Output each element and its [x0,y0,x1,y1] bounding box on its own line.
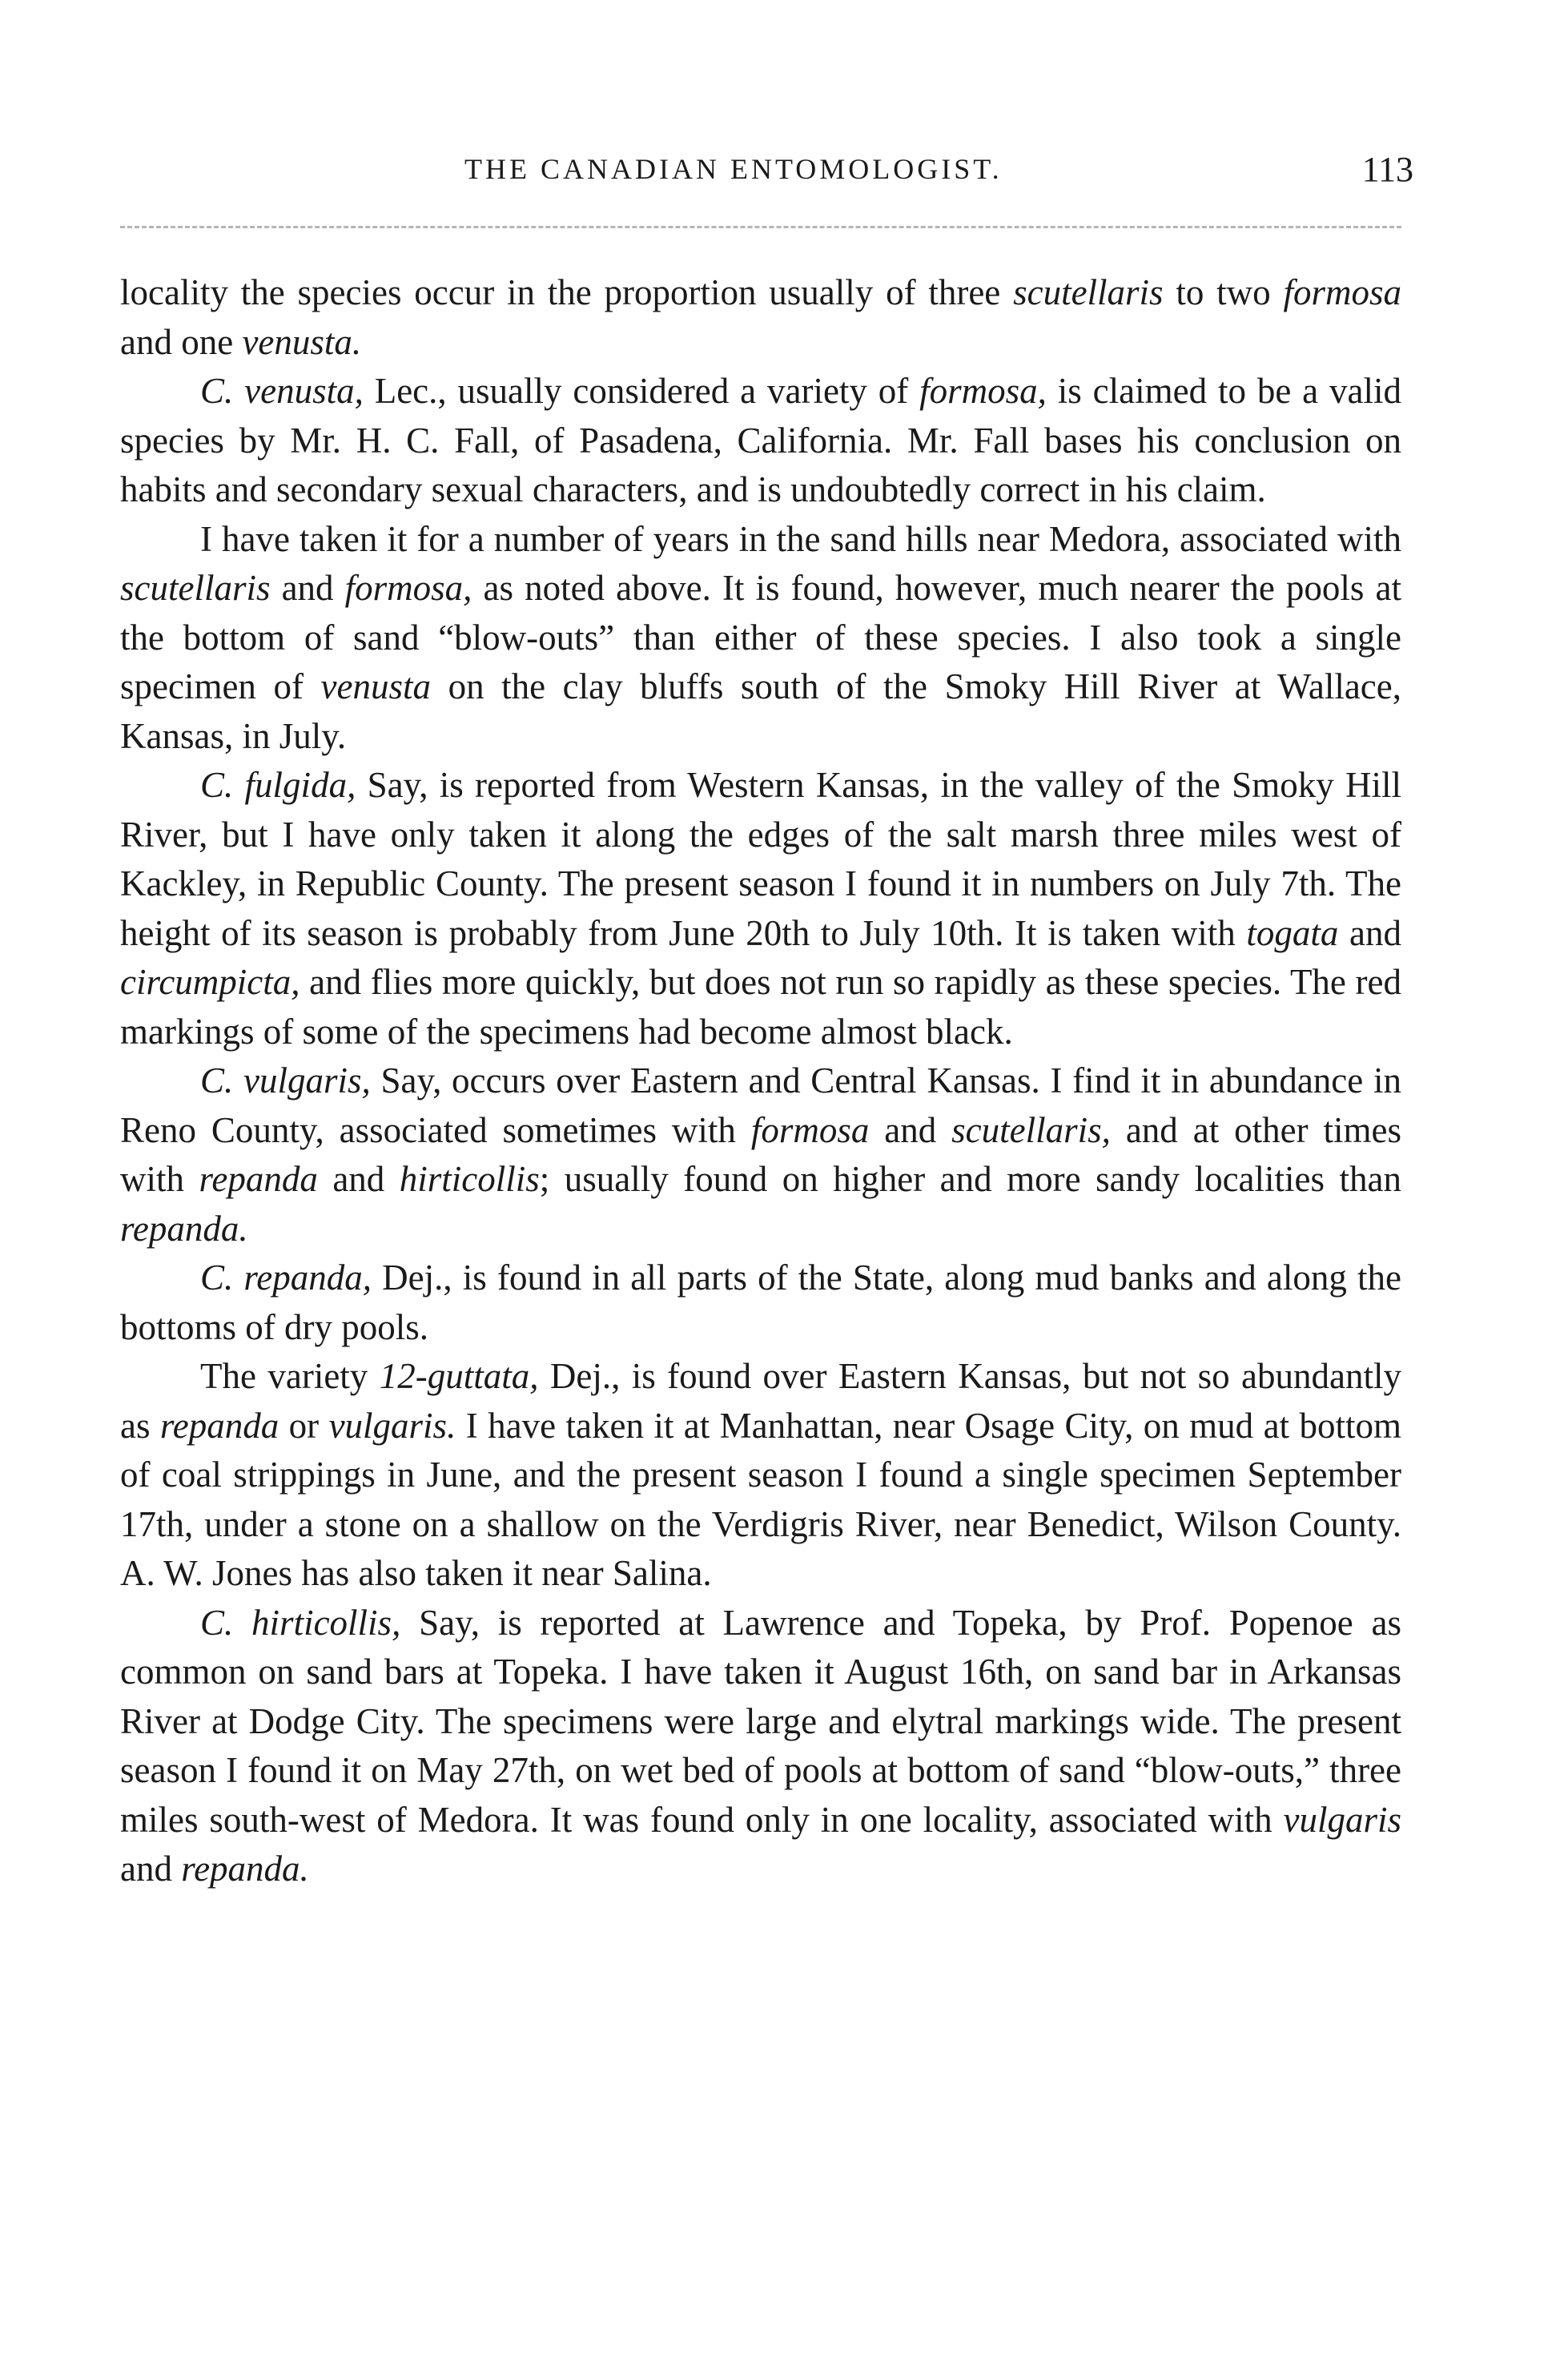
text-run: and [120,1849,182,1889]
text-run: to two [1163,272,1284,312]
italic-text: C. vulgaris, [200,1060,371,1101]
italic-text: venusta. [242,321,362,362]
italic-text: scutellaris [1013,272,1164,312]
text-run: Say, occurs over Eastern and Central Kansas. I find it in abundance in Reno County, associated sometimes with [120,1060,1401,1150]
running-head [120,150,1413,200]
text-run: and one [120,321,243,362]
paragraph [120,761,1401,1056]
text-run: on the clay bluffs south of the Smoky Hill River at Wallace, Kansas, in July. [120,666,1402,756]
text-run: I have taken it for a number of years in the sand hills near Medora, associated with [200,518,1401,559]
italic-text: formosa [1283,272,1401,312]
italic-text: C. repanda, [200,1257,372,1298]
text-run: I have taken it at Manhattan, near Osage City, on mud at bottom of coal strippings in June, and the present season I found a single specimen September 17th, under a stone on a shallow on the Verdigris River, near Benedict, Wilson County. A. W. Jones has also taken it near Salina. [120,1405,1401,1593]
italic-text: C. hirticollis, [200,1602,401,1643]
italic-text: repanda [199,1159,318,1199]
text-run: and [317,1159,400,1199]
header-rule [120,226,1401,228]
text-run: locality the species occur in the proportion usually of three [120,272,1014,312]
italic-text: scutellaris, [951,1109,1111,1150]
text-run: and flies more quickly, but does not run so rapidly as these species. The red markings of some of the specimens had become almost black. [120,962,1401,1052]
paragraph [120,1056,1401,1253]
italic-text: togata [1246,912,1339,953]
text-run: Dej., is found over Eastern Kansas, but not so abundantly as [120,1356,1401,1446]
text-run: The variety [200,1356,380,1396]
page-number: 113 [1361,150,1413,189]
text-run: and [869,1109,952,1150]
italic-text: formosa, [919,371,1047,411]
running-title: THE CANADIAN ENTOMOLOGIST. [464,153,1003,185]
italic-text: formosa, [344,568,472,608]
paragraph [120,367,1401,515]
italic-text: formosa [750,1109,870,1150]
italic-text: venusta [320,666,432,706]
italic-text: repanda [159,1405,279,1446]
italic-text: scutellaris [120,568,271,608]
body-text [120,268,1401,1894]
text-run: ; usually found on higher and more sandy localities than [539,1159,1401,1199]
paragraph [120,268,1401,367]
text-run: or [279,1405,329,1446]
paragraph [120,1352,1401,1599]
text-run: Say, is reported from Western Kansas, in the valley of the Smoky Hill River, but I have only taken it along the edges of the salt marsh three miles west of Kackley, in Republic County. The present season I found it in numbers on July 7th. The height of its season is probably from June 20th to July 10th. It is taken with [120,765,1401,953]
text-run: is claimed to be a valid species by Mr. H. C. Fall, of Pasadena, California. Mr. Fall bases his conclusion on habits and secondary sexual characters, and is undoubtedly correct in his claim. [120,371,1401,509]
text-run: Dej., is found in all parts of the State, along mud banks and along the bottoms of dry pools. [120,1257,1401,1347]
italic-text: repanda. [120,1208,248,1249]
italic-text: repanda. [181,1849,309,1889]
italic-text: vulgaris. [328,1405,456,1446]
text-run: as noted above. It is found, however, much nearer the pools at the bottom of sand “blow-outs” than either of these species. I also took a single specimen of [120,568,1401,706]
italic-text: circumpicta, [120,962,300,1002]
paragraph [120,1599,1401,1894]
italic-text: C. venusta, [200,371,364,411]
paragraph [120,1253,1401,1352]
paragraph [120,515,1401,762]
text-run: Say, is reported at Lawrence and Topeka, by Prof. Popenoe as common on sand bars at Topeka. I have taken it August 16th, on sand bar in Arkansas River at Dodge City. The specimens were large and elytral markings wide. The present season I found it on May 27th, on wet bed of pools at bottom of sand “blow-outs,” three miles south-west of Medora. It was found only in one locality, associated with [120,1602,1402,1840]
italic-text: 12-guttata, [379,1356,539,1396]
text-run: and [270,568,345,608]
text-run: Lec., usually considered a variety of [363,371,920,411]
text-run: and [1338,912,1401,953]
italic-text: vulgaris [1283,1799,1401,1840]
text-run: and at other times with [120,1109,1401,1199]
italic-text: C. fulgida, [200,765,356,805]
italic-text: hirticollis [399,1159,540,1199]
